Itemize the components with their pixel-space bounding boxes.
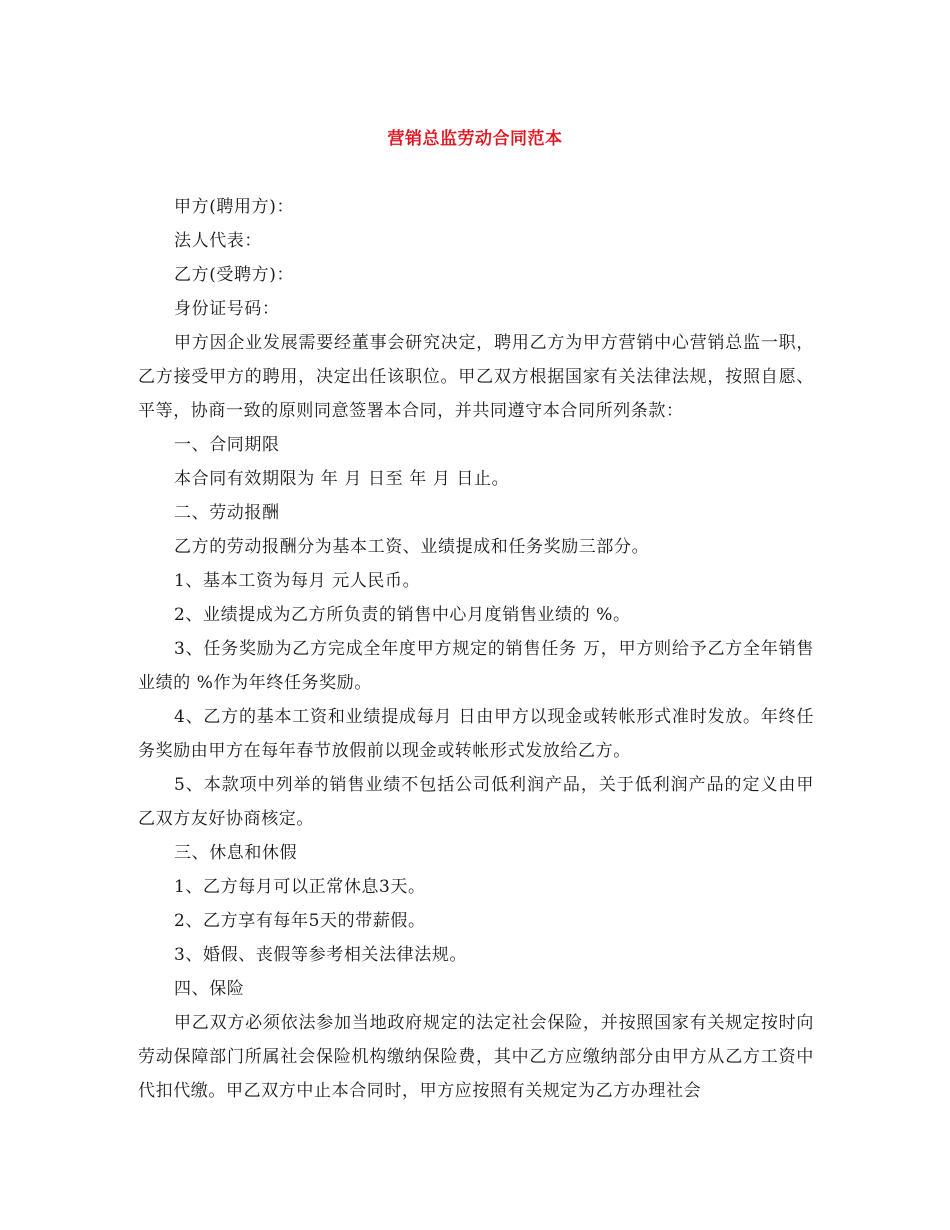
pay-intro-paragraph: 乙方的劳动报酬分为基本工资、业绩提成和任务奖励三部分。 (174, 537, 650, 557)
id-number-line: 身份证号码： (174, 299, 280, 319)
legal-rep-line: 法人代表： (174, 231, 262, 251)
section-heading-insurance: 四、保险 (174, 979, 245, 999)
document-title: 营销总监劳动合同范本 (387, 129, 563, 149)
section-heading-leave: 三、休息和休假 (174, 843, 298, 863)
pay-item-2: 2、业绩提成为乙方所负责的销售中心月度销售业绩的 %。 (174, 605, 631, 625)
party-b-line: 乙方(受聘方)： (174, 265, 295, 285)
leave-item-1: 1、乙方每月可以正常休息3天。 (174, 877, 426, 897)
term-paragraph: 本合同有效期限为 年 月 日至 年 月 日止。 (174, 469, 510, 489)
party-a-line: 甲方(聘用方)： (174, 197, 295, 217)
leave-item-2: 2、乙方享有每年5天的带薪假。 (174, 911, 426, 931)
pay-item-4: 4、乙方的基本工资和业绩提成每月 日由甲方以现金或转帐形式准时发放。年终任务奖励由甲方在每年春节放假前以现金或转帐形式发放给乙方。 (138, 707, 814, 761)
insurance-paragraph: 甲乙双方必须依法参加当地政府规定的法定社会保险，并按照国家有关规定按时向劳动保障部门所属社会保险机构缴纳保险费，其中乙方应缴纳部分由甲方从乙方工资中代扣代缴。甲乙双方中止本合同时，甲方应按照有关规定为乙方办理社会 (138, 1013, 814, 1101)
section-heading-pay: 二、劳动报酬 (174, 503, 280, 523)
pay-item-5: 5、本款项中列举的销售业绩不包括公司低利润产品，关于低利润产品的定义由甲乙双方友好协商核定。 (138, 775, 814, 829)
leave-item-3: 3、婚假、丧假等参考相关法律法规。 (174, 945, 468, 965)
preamble-paragraph: 甲方因企业发展需要经董事会研究决定，聘用乙方为甲方营销中心营销总监一职，乙方接受甲方的聘用，决定出任该职位。甲乙双方根据国家有关法律法规，按照自愿、平等，协商一致的原则同意签署本合同，并共同遵守本合同所列条款： (138, 333, 814, 421)
section-heading-term: 一、合同期限 (174, 435, 280, 455)
pay-item-1: 1、基本工资为每月 元人民币。 (174, 571, 421, 591)
pay-item-3: 3、任务奖励为乙方完成全年度甲方规定的销售任务 万，甲方则给予乙方全年销售业绩的 %作为年终任务奖励。 (138, 639, 814, 693)
document-body (138, 190, 814, 1108)
